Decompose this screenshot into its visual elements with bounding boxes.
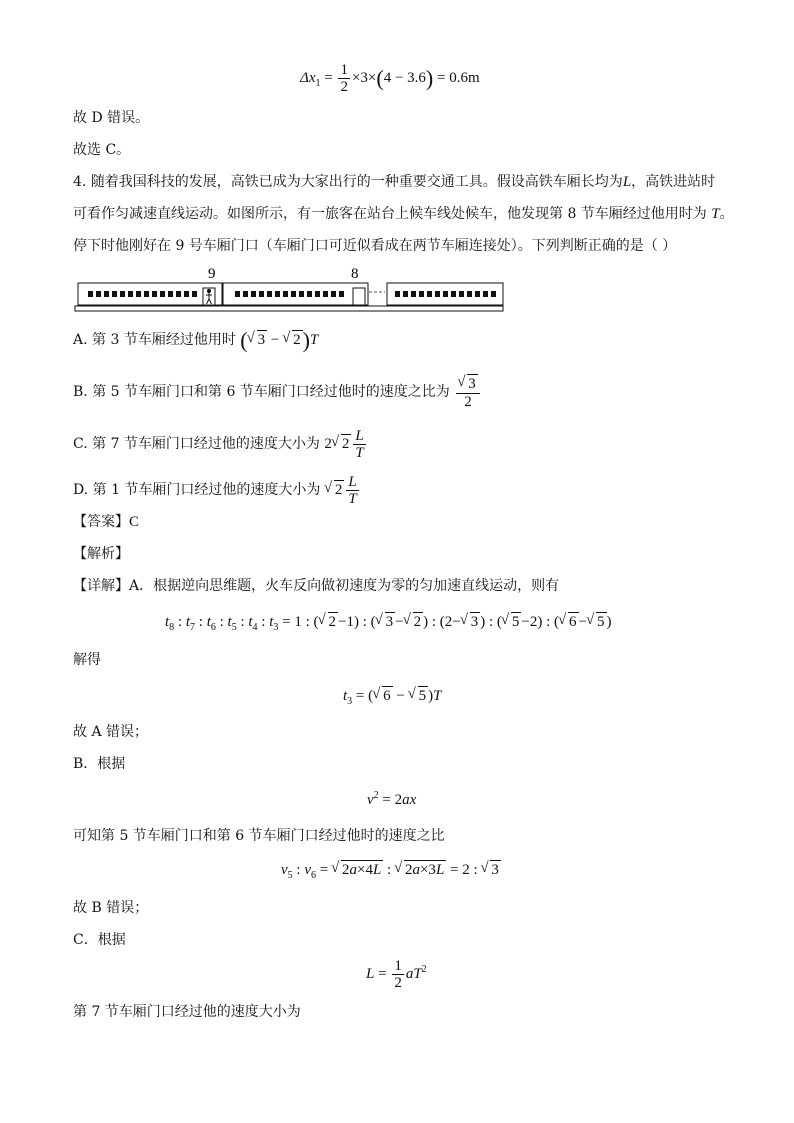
- text-d-wrong: 故 D 错误。: [73, 110, 150, 126]
- train-window: [243, 291, 248, 297]
- text-solve: 解得: [73, 652, 101, 668]
- train-window: [136, 291, 141, 297]
- train-window: [144, 291, 149, 297]
- answer-line: 【答案】C: [73, 514, 140, 530]
- train-window: [283, 291, 288, 297]
- analysis-label: 【解析】: [73, 546, 129, 562]
- option-c: C. 第 7 节车厢门口经过他的速度大小为 2√ 2 $\frac{L}{T}$: [73, 428, 368, 461]
- equation-t3: $t_3$ = (√ 6 − √ 5 )T: [343, 686, 441, 707]
- train-window: [435, 291, 440, 297]
- text-a-wrong: 故 A 错误；: [73, 724, 149, 740]
- train-window: [152, 291, 157, 297]
- train-window: [88, 291, 93, 297]
- question-line-1: 4. 随着我国科技的发展，高铁已成为大家出行的一种重要交通工具。假设高铁车厢长均为L，高铁进站时: [73, 174, 716, 190]
- equation-time-ratio: $t_8$ : $t_7$ : $t_6$ : $t_5$ : $t_4$ : $t_3 = 1$ : (√ 2 −1) : (√ 3 −√ 2 ) : (2−√ 3 ) : (√ 5 −2) : (√ 6 −√ 5 ): [165, 612, 612, 633]
- train-window: [419, 291, 424, 297]
- train-figure: [73, 262, 505, 314]
- equation-delta-x1: $\Delta x_1$ = $\frac{1}{2}$ ×3×(4 − 3.6) = 0.6m: [300, 62, 480, 95]
- train-window: [483, 291, 488, 297]
- platform: [75, 306, 503, 311]
- text-b-know: 可知第 5 节车厢门口和第 6 节车厢门口经过他时的速度之比: [73, 828, 445, 844]
- train-window: [331, 291, 336, 297]
- train-window: [315, 291, 320, 297]
- train-window: [184, 291, 189, 297]
- train-window: [128, 291, 133, 297]
- train-window: [403, 291, 408, 297]
- equation-v-squared: $v^2 = 2ax$: [367, 790, 417, 808]
- train-window: [192, 291, 197, 297]
- train-window: [475, 291, 480, 297]
- train-window: [104, 291, 109, 297]
- train-window: [168, 291, 173, 297]
- train-window: [120, 291, 125, 297]
- train-window: [251, 291, 256, 297]
- detail-a-intro: 【详解】A．根据逆向思维题，火车反向做初速度为零的匀加速直线运动，则有: [73, 578, 560, 594]
- train-window: [427, 291, 432, 297]
- train-window: [491, 291, 496, 297]
- train-window: [323, 291, 328, 297]
- option-a: A. 第 3 节车厢经过他用时 (√ 3 − √ 2)T: [73, 330, 318, 351]
- train-window: [443, 291, 448, 297]
- train-window: [275, 291, 280, 297]
- equation-v5-v6: $v_5$ : $v_6$ = √ 2a×4L : √ 2a×3L = 2 : √ 3: [281, 860, 501, 881]
- question-number: 4.: [73, 174, 87, 190]
- door-car-8: [353, 288, 365, 305]
- train-window: [411, 291, 416, 297]
- train-window: [451, 291, 456, 297]
- train-window: [267, 291, 272, 297]
- label-car-8: 8: [351, 266, 359, 282]
- train-window: [339, 291, 344, 297]
- option-b: B. 第 5 节车厢门口和第 6 节车厢门口经过他时的速度之比为 √ $\frac{3}{2}$: [73, 374, 482, 410]
- option-d: D. 第 1 节车厢门口经过他的速度大小为 √ 2 $\frac{L}{T}$: [73, 474, 361, 507]
- text-c-intro: C．根据: [73, 932, 126, 948]
- train-window: [307, 291, 312, 297]
- text-c-end: 第 7 节车厢门口经过他的速度大小为: [73, 1004, 301, 1020]
- train-window: [160, 291, 165, 297]
- train-window: [235, 291, 240, 297]
- train-window: [395, 291, 400, 297]
- text-b-intro: B．根据: [73, 756, 126, 772]
- label-car-9: 9: [208, 266, 216, 282]
- text-b-wrong: 故 B 错误；: [73, 900, 149, 916]
- question-line-2: 可看作匀减速直线运动。如图所示，有一旅客在站台上候车线处候车，他发现第 8 节车厢经过他用时为 T。: [73, 206, 734, 222]
- train-window: [459, 291, 464, 297]
- train-window: [112, 291, 117, 297]
- train-window: [467, 291, 472, 297]
- text-choose-c: 故选 C。: [73, 142, 131, 158]
- train-window: [299, 291, 304, 297]
- question-line-3: 停下时他刚好在 9 号车厢门口（车厢门口可近似看成在两节车厢连接处）。下列判断正确的是（ ）: [73, 238, 677, 254]
- train-window: [176, 291, 181, 297]
- train-window: [96, 291, 101, 297]
- train-window: [291, 291, 296, 297]
- train-window: [259, 291, 264, 297]
- equation-L: L = $\frac{1}{2}$ $aT^2$: [366, 958, 427, 991]
